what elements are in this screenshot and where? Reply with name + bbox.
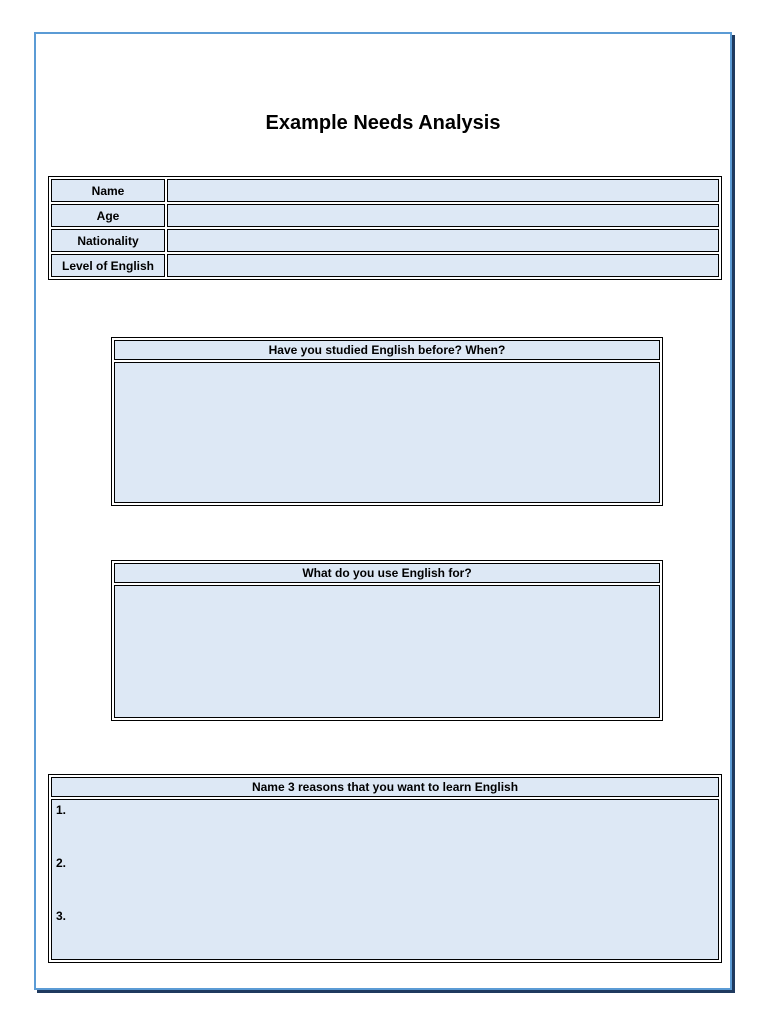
studied-before-header: Have you studied English before? When? (114, 340, 660, 360)
reason-2-label: 2. (56, 856, 67, 870)
reasons-table (48, 774, 722, 963)
use-english-answer-field[interactable] (114, 585, 660, 718)
studied-before-table (111, 337, 663, 506)
use-english-header: What do you use English for? (114, 563, 660, 583)
reason-3-label: 3. (56, 909, 67, 923)
reason-1-label: 1. (56, 803, 67, 817)
level-of-english-label: Level of English (51, 254, 165, 277)
age-field[interactable] (167, 204, 719, 227)
document-page (34, 32, 732, 990)
page-title: Example Needs Analysis (265, 112, 501, 134)
table-row (51, 179, 719, 202)
use-english-table (111, 560, 663, 721)
level-of-english-field[interactable] (167, 254, 719, 277)
studied-before-answer-field[interactable] (114, 362, 660, 503)
table-row (51, 204, 719, 227)
name-label: Name (51, 179, 165, 202)
nationality-label: Nationality (51, 229, 165, 252)
nationality-field[interactable] (167, 229, 719, 252)
reasons-answer-field[interactable] (51, 799, 719, 960)
name-field[interactable] (167, 179, 719, 202)
table-row (51, 229, 719, 252)
personal-info-table (48, 176, 722, 280)
table-row (51, 254, 719, 277)
age-label: Age (51, 204, 165, 227)
reasons-header: Name 3 reasons that you want to learn English (51, 777, 719, 797)
